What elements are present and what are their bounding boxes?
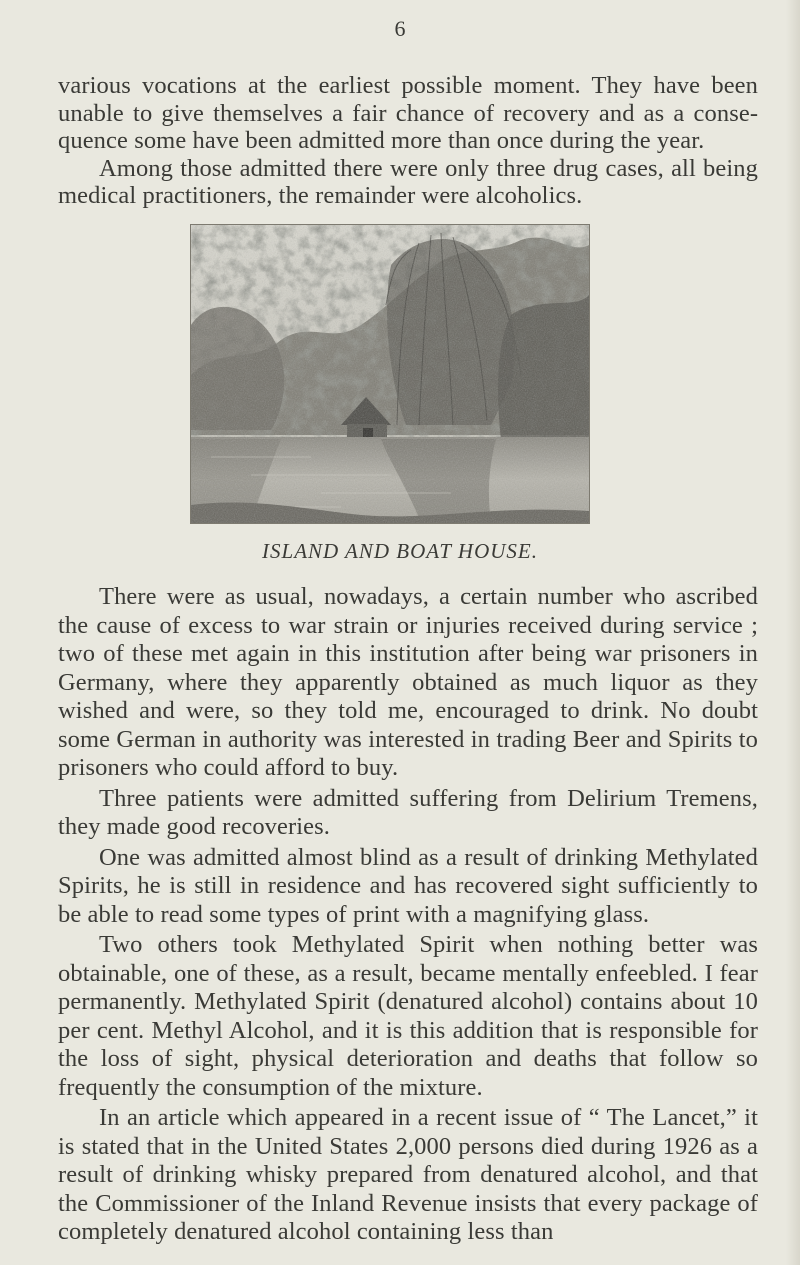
paragraph: Two others took Methylated Spirit when nothing better was obtainable, one of these, as a result, became mentally enfeebled. I fear permanently. Methylated Spirit (denatured alcohol) contains about 10 per cent. Methyl Alcohol, and it is this addition that is responsible for the loss of sight, physical deterioration and deaths that follow so frequently the consumption of the mixture.	[58, 931, 758, 1101]
figure-caption: ISLAND AND BOAT HOUSE.	[262, 539, 538, 563]
paragraph: various vocations at the earliest possible moment. They have been unable to give themselves a fair chance of recovery and as a consequence some have been admitted more than once during the year.	[58, 72, 758, 154]
page-edge-shadow	[786, 0, 800, 1265]
paragraph: Three patients were admitted suffering from Delirium Tremens, they made good recoveries.	[58, 784, 758, 840]
paragraph: In an article which appeared in a recent issue of “ The Lancet,” it is stated that in the United States 2,000 persons died during 1926 as a result of drinking whisky prepared from denatured alcohol, and that the Commissioner of the Inland Revenue insists that every package of completely denatured alcohol containing less than	[58, 1104, 758, 1245]
paragraph: There were as usual, nowadays, a certain number who ascribed the cause of excess to war strain or injuries received during service ; two of these met again in this institution after being war prisoners in Germany, where they apparently obtained as much liquor as they wished and were, so they told me, encouraged to drink. No doubt some German in authority was interested in trading Beer and Spirits to prisoners who could afford to buy.	[58, 583, 758, 781]
island-boathouse-photo	[190, 224, 590, 524]
paragraph: Among those admitted there were only three drug cases, all being medical practitioners, the remainder were alcoholics.	[58, 154, 758, 209]
text-block-top	[58, 72, 758, 210]
page-number: 6	[394, 16, 406, 41]
text-block-bottom	[58, 583, 758, 1247]
paragraph: One was admitted almost blind as a result of drinking Methylated Spirits, he is still in residence and has recovered sight sufficiently to be able to read some types of print with a magnifying glass.	[58, 843, 758, 928]
